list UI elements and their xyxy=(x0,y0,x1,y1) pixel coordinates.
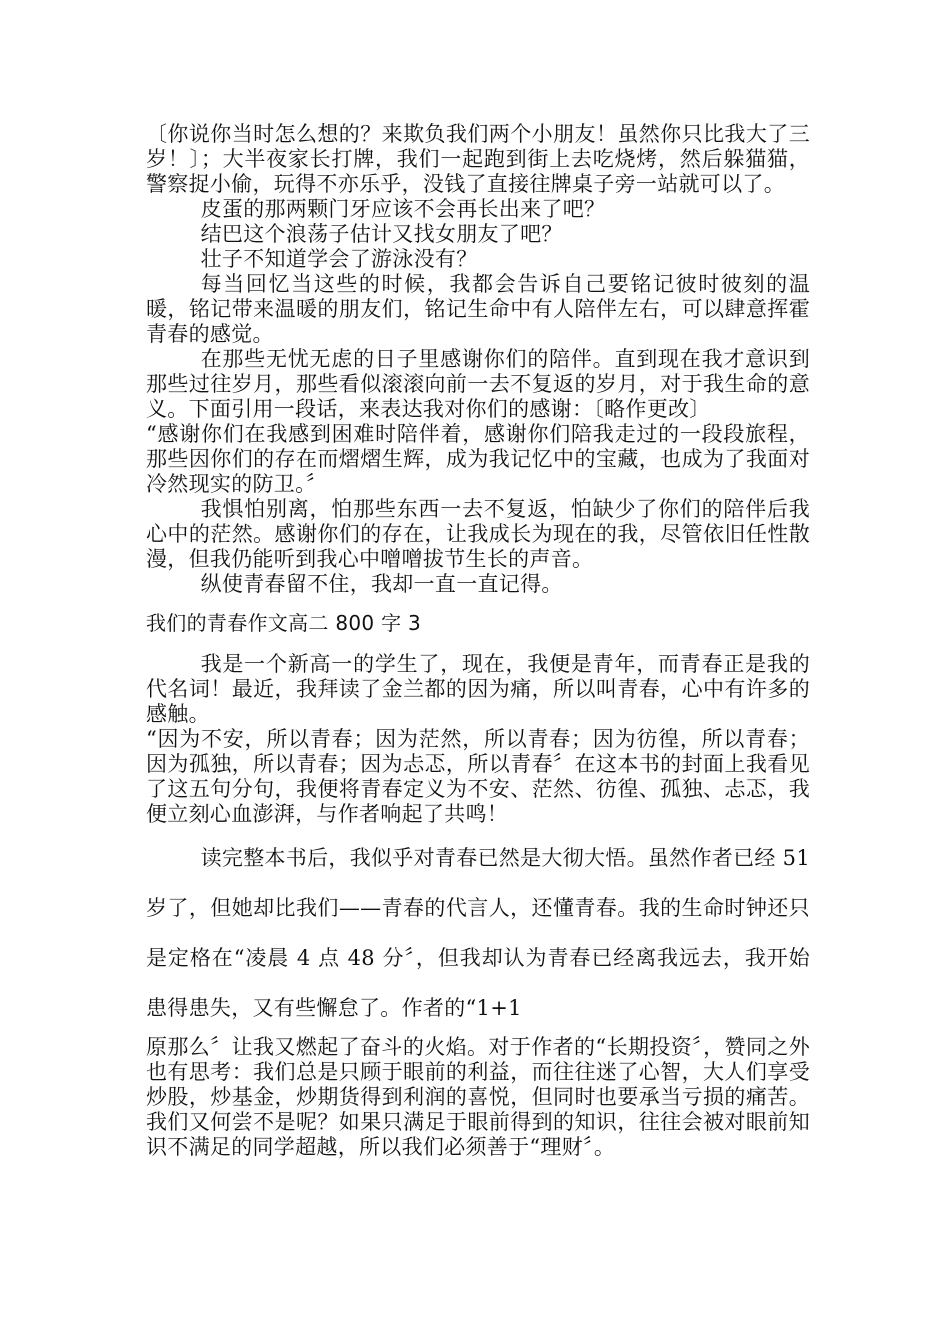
paragraph: 纵使青春留不住，我却一直一直记得。 xyxy=(200,572,563,596)
paragraph: 皮蛋的那两颗门牙应该不会再长出来了吧？ xyxy=(200,197,606,221)
paragraph: 我是一个新高一的学生了，现在，我便是青年，而青春正是我的代名词！最近，我拜读了金兰都的因为痛，所以叫青春，心中有许多的感触。 xyxy=(146,652,810,726)
paragraph: 每当回忆当这些的时候，我都会告诉自己要铭记彼时彼刻的温暖，铭记带来温暖的朋友们，铭记生命中有人陪伴左右，可以肆意挥霍青春的感觉。 xyxy=(146,272,810,346)
section-heading: 我们的青春作文高二 800 字 3 xyxy=(146,611,422,635)
quote-paragraph: “因为不安，所以青春；因为茫然，所以青春；因为彷徨，所以青春；因为孤独，所以青春；因为忐忑，所以青春〞在这本书的封面上我看见了这五句分句，我便将青春定义为不安、茫然、彷徨、孤独、忐忑，我便立刻心血澎湃，与作者响起了共鸣！ xyxy=(146,727,810,826)
quote-paragraph: “感谢你们在我感到困难时陪伴着，感谢你们陪我走过的一段段旅程，那些因你们的存在而熠熠生辉，成为我记忆中的宝藏，也成为了我面对冷然现实的防卫。〞 xyxy=(146,422,810,496)
paragraph: 在那些无忧无虑的日子里感谢你们的陪伴。直到现在我才意识到那些过往岁月，那些看似滚滚向前一去不复返的岁月，对于我生命的意义。下面引用一段话，来表达我对你们的感谢：〔略作更改〕 xyxy=(146,347,810,421)
paragraph: 〔你说你当时怎么想的？来欺负我们两个小朋友！虽然你只比我大了三岁！〕；大半夜家长打牌，我们一起跑到街上去吃烧烤，然后躲猫猫，警察捉小偷，玩得不亦乐乎，没钱了直接往牌桌子旁一站就可以了。 xyxy=(146,122,810,196)
paragraph: 结巴这个浪荡子估计又找女朋友了吧？ xyxy=(200,222,563,246)
paragraph: 原那么〞让我又燃起了奋斗的火焰。对于作者的“长期投资〞，赞同之外也有思考：我们总是只顾于眼前的利益，而往往迷了心智，大人们享受炒股，炒基金，炒期货得到利润的喜悦，但同时也要承当亏损的痛苦。我们又何尝不是呢？如果只满足于眼前得到的知识，往往会被对眼前知识不满足的同学超越，所以我们必须善于“理财〞。 xyxy=(146,1035,810,1159)
paragraph: 读完整本书后，我似乎对青春已然是大彻大悟。虽然作者已经 51 岁了，但她却比我们——青春的代言人，还懂青春。我的生命时钟还只是定格在“凌晨 4 点 48 分〞，但我却认为青春已经离我远去，我开始患得患失，又有些懈怠了。作者的“1+1 xyxy=(146,846,810,1020)
document-body xyxy=(146,122,810,1160)
paragraph: 壮子不知道学会了游泳没有？ xyxy=(200,247,478,271)
paragraph: 我惧怕别离，怕那些东西一去不复返，怕缺少了你们的陪伴后我心中的茫然。感谢你们的存在，让我成长为现在的我，尽管依旧任性散漫，但我仍能听到我心中噌噌拔节生长的声音。 xyxy=(146,497,810,571)
